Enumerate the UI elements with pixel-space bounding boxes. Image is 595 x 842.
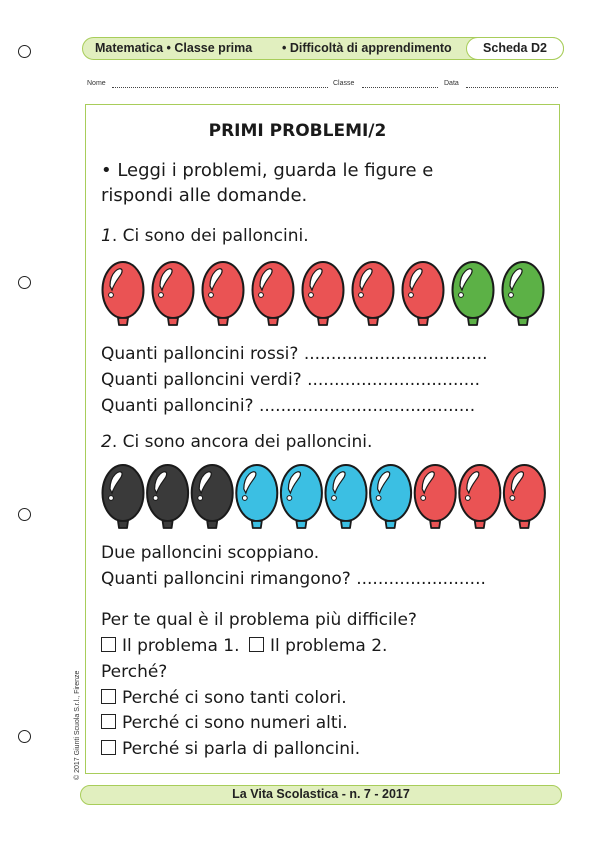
problem-2-statement (101, 432, 372, 452)
footer-bar: La Vita Scolastica - n. 7 - 2017 (80, 785, 562, 805)
problem-2-line-1: Due palloncini scoppiano. (101, 543, 320, 563)
problem-1-text: . Ci sono dei palloncini. (111, 226, 309, 246)
class-field-label: Classe (333, 80, 355, 87)
red-balloon-icon (153, 262, 194, 325)
problem-1-question-total: Quanti palloncini? ........................................ (101, 396, 476, 416)
problem-1-number: 1 (101, 226, 112, 246)
problem-2-number: 2 (101, 432, 112, 452)
header-topic: • Difficoltà di apprendimento (282, 41, 452, 55)
black-balloon-icon (192, 465, 233, 528)
reason-2 (101, 713, 348, 733)
red-balloon-icon (103, 262, 144, 325)
reason-1-checkbox[interactable] (101, 689, 116, 704)
why-label: Perché? (101, 662, 168, 682)
blue-balloon-icon (281, 465, 322, 528)
problem-2-line-2: Quanti palloncini rimangono? ........................ (101, 569, 486, 589)
date-field-label: Data (444, 80, 459, 87)
blue-balloon-icon (236, 465, 277, 528)
balloon-row-1 (100, 260, 560, 332)
option-2-label: Il problema 2. (269, 636, 388, 656)
option-1-checkbox[interactable] (101, 637, 116, 652)
red-balloon-icon (459, 465, 500, 528)
problem-1-question-green: Quanti palloncini verdi? ................................ (101, 370, 481, 390)
problem-2-text: . Ci sono ancora dei palloncini. (111, 432, 373, 452)
red-balloon-icon (415, 465, 456, 528)
balloon-row-2 (100, 463, 560, 535)
red-balloon-icon (504, 465, 545, 528)
problem-1-question-red: Quanti palloncini rossi? .................................. (101, 344, 488, 364)
name-field-line[interactable] (112, 87, 328, 88)
blue-balloon-icon (326, 465, 367, 528)
sheet-label: Scheda D2 (466, 37, 564, 60)
red-balloon-icon (353, 262, 394, 325)
difficulty-question: Per te qual è il problema più difficile? (101, 610, 417, 630)
green-balloon-icon (503, 262, 544, 325)
red-balloon-icon (403, 262, 444, 325)
worksheet-title: PRIMI PROBLEMI/2 (208, 121, 387, 141)
reason-3-checkbox[interactable] (101, 740, 116, 755)
difficulty-options (101, 636, 387, 656)
binder-hole (18, 730, 31, 743)
option-1-label: Il problema 1. (122, 636, 240, 656)
reason-3 (101, 739, 360, 759)
class-field-line[interactable] (362, 87, 438, 88)
green-balloon-icon (453, 262, 494, 325)
red-balloon-icon (203, 262, 244, 325)
binder-hole (18, 508, 31, 521)
reason-2-checkbox[interactable] (101, 714, 116, 729)
name-field-label: Nome (87, 80, 106, 87)
reason-1-label: Perché ci sono tanti colori. (122, 688, 347, 708)
instruction-line-1: • Leggi i problemi, guarda le figure e (101, 160, 434, 181)
copyright-notice: © 2017 Giunti Scuola S.r.l., Firenze (74, 670, 81, 780)
reason-2-label: Perché ci sono numeri alti. (122, 713, 348, 733)
reason-1 (101, 688, 347, 708)
binder-hole (18, 276, 31, 289)
red-balloon-icon (253, 262, 294, 325)
binder-hole (18, 45, 31, 58)
reason-3-label: Perché si parla di palloncini. (122, 739, 361, 759)
header-subject: Matematica • Classe prima (95, 41, 253, 55)
option-2-checkbox[interactable] (249, 637, 264, 652)
instruction-line-2: rispondi alle domande. (101, 185, 308, 206)
problem-1-statement (101, 226, 309, 246)
blue-balloon-icon (370, 465, 411, 528)
black-balloon-icon (147, 465, 188, 528)
date-field-line[interactable] (466, 87, 558, 88)
red-balloon-icon (303, 262, 344, 325)
black-balloon-icon (103, 465, 144, 528)
